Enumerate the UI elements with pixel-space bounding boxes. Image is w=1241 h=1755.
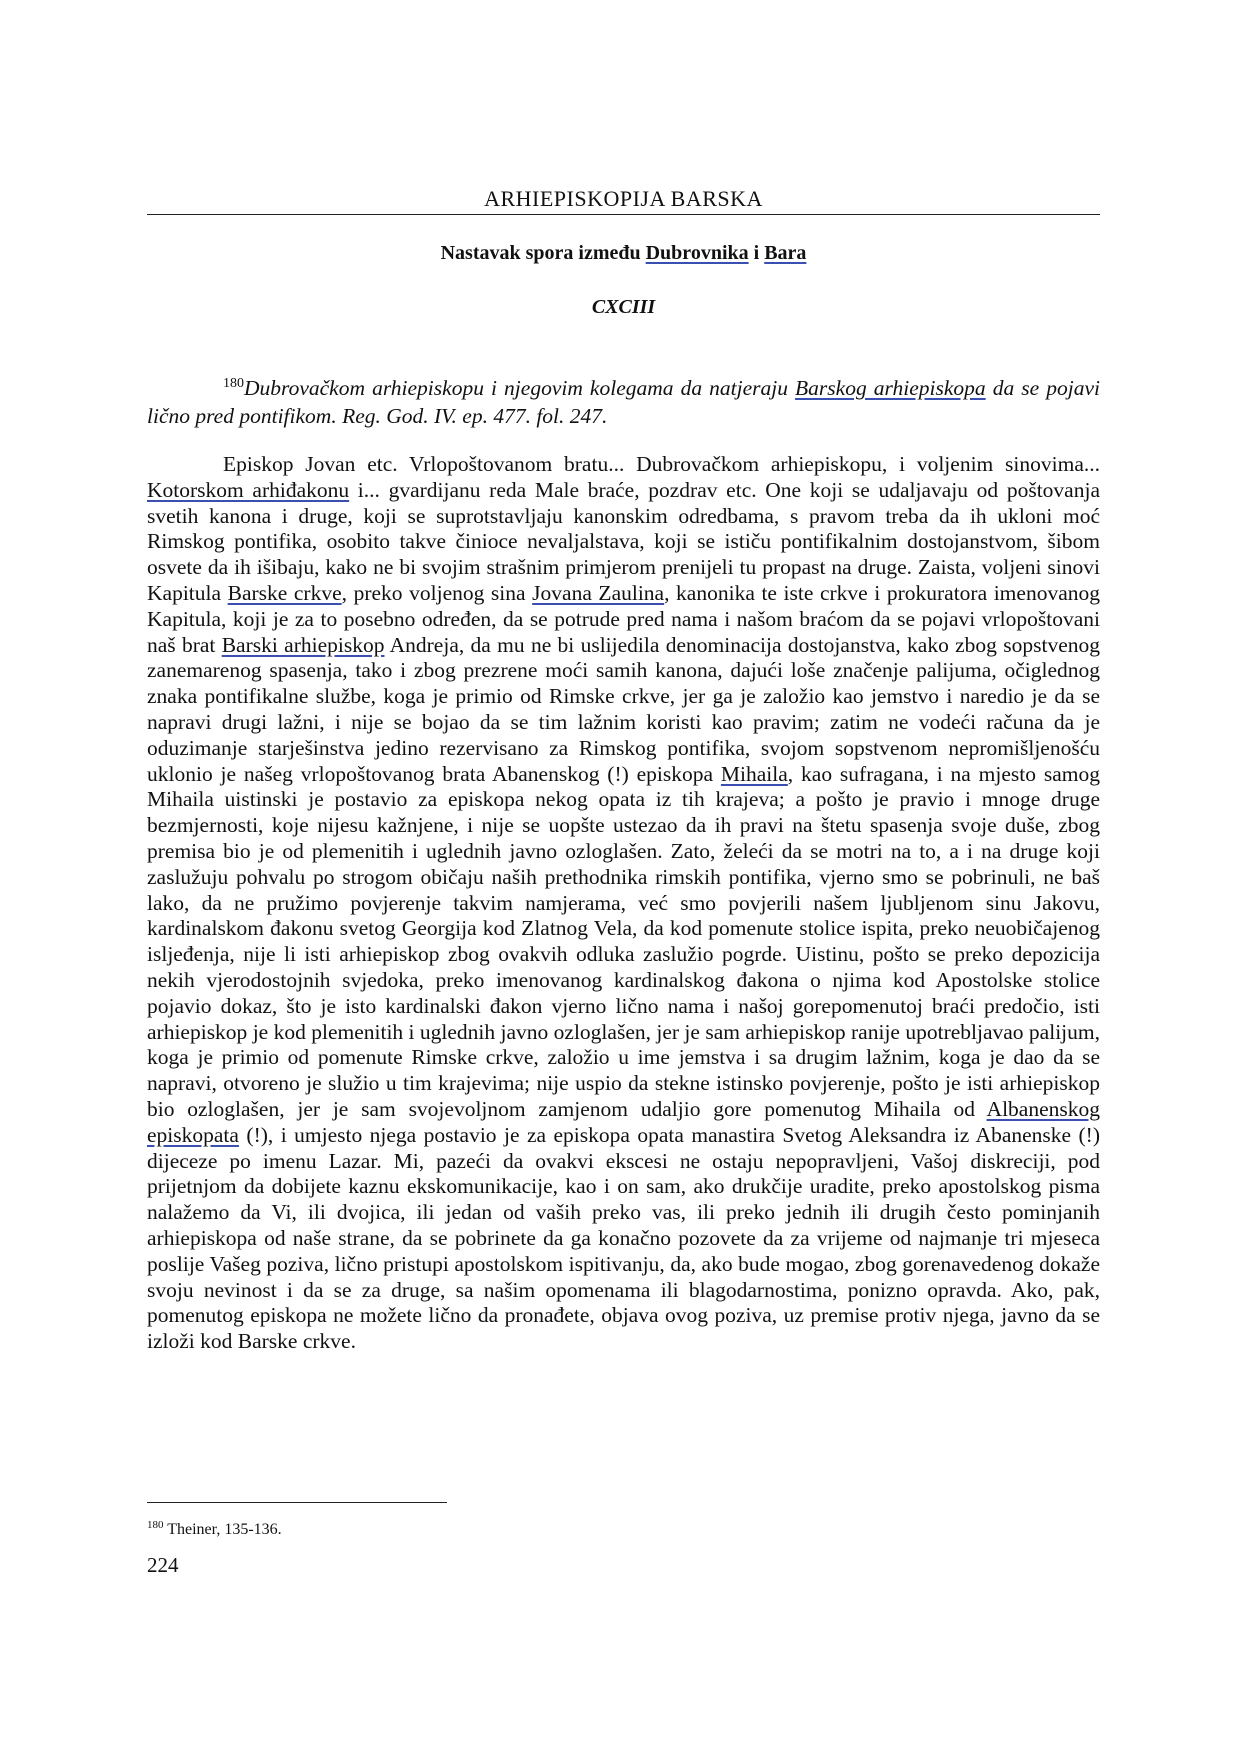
heading-link-dubrovnik[interactable]: Dubrovnika xyxy=(645,242,749,264)
heading-middle: i xyxy=(748,242,765,264)
body-link-jovana-zaulina[interactable]: Jovana Zaulina xyxy=(532,580,665,605)
document-heading xyxy=(147,239,1100,267)
footnote-number: 180 xyxy=(147,1519,164,1531)
body-link-kotorskom-arhidakonu[interactable]: Kotorskom arhiđakonu xyxy=(147,477,350,502)
footnote-rule xyxy=(147,1502,447,1503)
body-link-mihaila[interactable]: Mihaila xyxy=(720,761,788,786)
body-text-6: , kao sufragana, i na mjesto samog Mihaila uistinski je postavio za episkopa nekog opata iz tih krajeva; a pošto je pravio i mnoge druge bezmjernosti, koje nijesu kažnjene, i nije se uopšte ustezao da ih pravi na štetu spasenja svoje duše, zbog premisa bio je od plemenitih i uglednih javno ozloglašen. Zato, želeći da se motri na to, a i na druge koji zaslužuju pohvalu po strogom običaju naših prethodnika rimskih pontifika, vjerno smo se pobrinuli, ne baš lako, da ne pružimo povjerenje takvim namjerama, već smo povjerili našem ljubljenom sinu Jakovu, kardinalskom đakonu svetog Georgija kod Zlatnog Vela, da kod pomenute stolice ispita, preko neuobičajenog isljeđenja, nije li isti arhiepiskop zbog ovakvih odluka zaslužio pogrde. Uistinu, pošto se preko depozicija nekih vjerodostojnih svjedoka, preko imenovanog kardinalskog đakona o njima kod Apostolske stolice pojavio dokaz, što je isto kardinalski đakon vjerno lično nama i našoj gorepomenutoj braći predočio, isti arhiepiskop je kod plemenitih i uglednih javno ozloglašen, jer je sam arhiepiskop ranije upotrebljavao palijum, koga je primio od pomenute Rimske crkve, založio u ime jemstva i sa drugim lažnim, koga je dao da se napravi, otvoreno je služio u tim krajevima; nije uspio da stekne istinsko povjerenje, pošto je isti arhiepiskop bio ozloglašen, jer je sam svojevoljnom zamjenom udaljio gore pomenutog Mihaila od xyxy=(147,761,1100,1121)
body-text-2: i... gvardijanu reda Male braće, pozdrav etc. One koji se udaljavaju od poštovanja svetih kanona i druge, koji se suprotstavljaju kanonskim odredbama, s pravom treba da ih ukloni moć Rimskog pontifika, osobito takve činioce nevaljalstava, koji se ističu pontifikalnim dostojanstvom, šibom osvete da ih išibaju, kako ne bi svojim strašnim primjerom prenijeli tu propast na druge. Zaista, voljeni sinovi Kapitula xyxy=(147,477,1100,605)
body-text-1: Episkop Jovan etc. Vrlopoštovanom bratu... Dubrovačkom arhiepiskopu, i voljenim sinovima... xyxy=(223,452,1100,476)
body-link-barski-arhiepiskop[interactable]: Barski arhiepiskop xyxy=(221,632,385,657)
body-text-3: , preko voljenog sina xyxy=(341,580,533,605)
page-number: 224 xyxy=(147,1553,179,1577)
body-text-4: , kanonika te iste crkve i prokuratora imenovanog Kapitula, koji je za to posebno određen, da se potrude pred nama i našom braćom da se pojavi vrlopoštovani naš brat xyxy=(147,580,1100,657)
summary-text-2: da se pojavi lično pred pontifikom. Reg. God. IV. ep. 477. fol. 247. xyxy=(147,376,1101,428)
body-paragraph xyxy=(147,452,1100,1355)
document-number: CXCIII xyxy=(591,296,656,318)
summary-link-barskog-arhiepiskopa[interactable]: Barskog arhiepiskopa xyxy=(795,376,986,400)
footnote-reference[interactable]: 180 xyxy=(223,376,244,391)
running-head: ARHIEPISKOPIJA BARSKA xyxy=(484,186,763,211)
summary-paragraph xyxy=(147,370,1100,430)
header-rule xyxy=(147,214,1100,215)
summary-text-1: Dubrovačkom arhiepiskopu i njegovim kolegama da natjeraju xyxy=(244,376,796,400)
heading-prefix: Nastavak spora između xyxy=(440,242,646,264)
body-text-7: (!), i umjesto njega postavio je za episkopa opata manastira Svetog Aleksandra iz Abanenske (!) dijeceze po imenu Lazar. Mi, pazeći da ovakvi ekscesi ne ostaju nepopravljeni, Vašoj diskreciji, pod prijetnjom da dobijete kaznu ekskomunikacije, kao i on sam, ako drukčije uradite, preko apostolskog pisma nalažemo da Vi, ili dvojica, ili jedan od vaših preko vas, ili preko jednih ili drugih često pominjanih arhiepiskopa od naše strane, da se pobrinete da ga konačno pozovete da za vrijeme od najmanje tri mjeseca poslije Vašeg poziva, lično pristupi apostolskom ispitivanju, da, ako bude mogao, zbog gorenavedenog dokaže svoju nevinost i da se za druge, sa našim opomenama ili blagodarnostima, ponizno opravda. Ako, pak, pomenutog episkopa ne možete lično da pronađete, objava ovog poziva, uz premise protiv njega, javno da se izloži kod Barske crkve. xyxy=(147,1122,1100,1354)
footnote-text: Theiner, 135-136. xyxy=(163,1521,282,1538)
footnote xyxy=(147,1515,282,1540)
heading-link-bar[interactable]: Bara xyxy=(764,242,807,264)
body-text-5: Andreja, da mu ne bi uslijedila denominacija dostojanstva, kako zbog sopstvenog zanemarenog spasenja, tako i zbog prezrene moći samih kanona, dajući loše značenje palijuma, očiglednog znaka pontifikalne službe, koga je primio od Rimske crkve, jer ga je založio kao jemstvo i naredio je da se napravi drugi lažni, i nije se bojao da se tim lažnim koristi kao pravim; zatim ne vodeći računa da je oduzimanje starješinstva jedino rezervisano za Rimskog pontifika, svojom sopstvenom nepromišljenošću uklonio je našeg vrlopoštovanog brata Abanenskog (!) episkopa xyxy=(147,632,1100,786)
body-link-albanenskog-episkopata[interactable]: Albanenskog episkopata xyxy=(147,1096,1100,1147)
body-link-barske-crkve[interactable]: Barske crkve xyxy=(227,580,342,605)
